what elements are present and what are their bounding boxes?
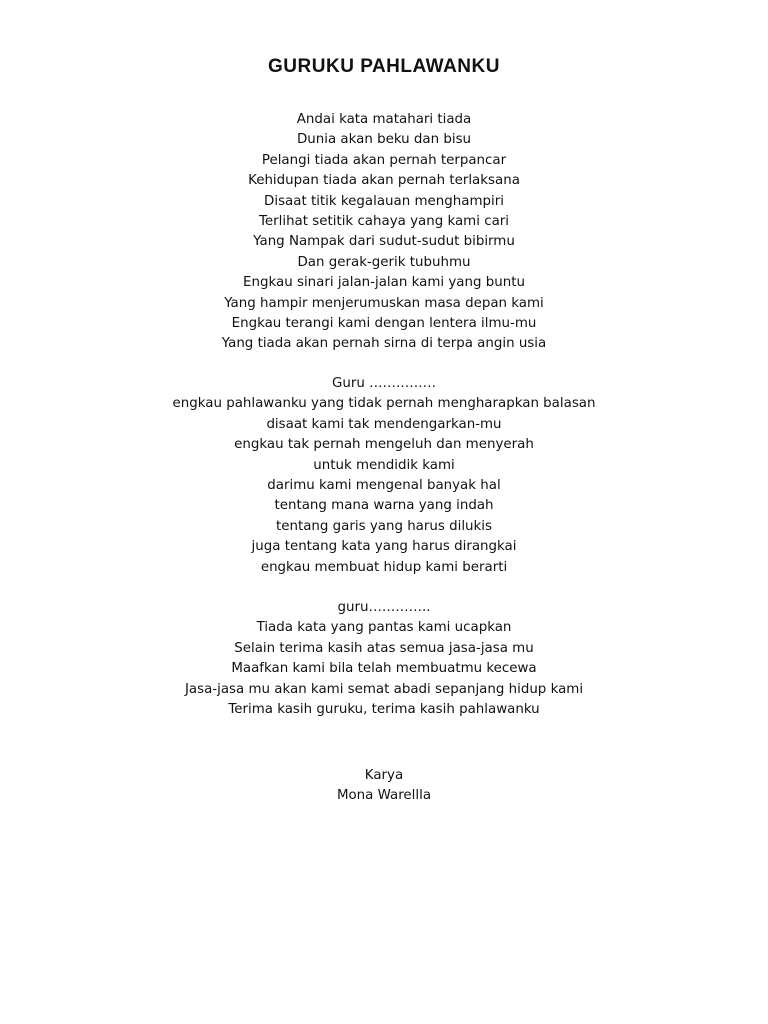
poem-line: Andai kata matahari tiada [296, 112, 472, 127]
poem-line: disaat kami tak mendengarkan-mu [266, 416, 502, 432]
signature-block [0, 766, 768, 807]
poem-line: Disaat titik kegalauan menghampiri [264, 193, 504, 209]
poem-line: Terima kasih guruku, terima kasih pahlawanku [228, 701, 540, 717]
poem-line: guru………….. [337, 600, 431, 615]
poem-line: Kehidupan tiada akan pernah terlaksana [248, 173, 520, 189]
poem-line: Yang hampir menjerumuskan masa depan kami [224, 295, 544, 311]
poem-line: Guru …………… [331, 376, 437, 391]
poem-line: engkau membuat hidup kami berarti [260, 559, 508, 575]
poem-line: engkau pahlawanku yang tidak pernah mengharapkan balasan [172, 396, 596, 412]
poem-line: Engkau terangi kami dengan lentera ilmu-mu [231, 315, 537, 331]
poem-line: Yang tiada akan pernah sirna di terpa angin usia [221, 336, 547, 352]
poem-line: engkau tak pernah mengeluh dan menyerah [234, 437, 534, 453]
poem-line: Terlihat setitik cahaya yang kami cari [258, 213, 509, 229]
poem-line: darimu kami mengenal banyak hal [267, 477, 501, 493]
signature-label: Karya [364, 768, 404, 783]
poem-line: Dunia akan beku dan bisu [296, 132, 472, 148]
poem-line: untuk mendidik kami [313, 457, 455, 473]
poem-line: tentang mana warna yang indah [274, 498, 494, 514]
poem-line: Selain terima kasih atas semua jasa-jasa mu [234, 640, 534, 656]
poem-line: Tiada kata yang pantas kami ucapkan [256, 620, 512, 636]
poem-line: juga tentang kata yang harus dirangkai [251, 539, 517, 555]
signature-author: Mona Warellla [336, 788, 432, 804]
stanza-3 [0, 598, 768, 720]
poem-line: Dan gerak-gerik tubuhmu [297, 254, 471, 270]
poem-line: Yang Nampak dari sudut-sudut bibirmu [253, 234, 515, 250]
poem-line: tentang garis yang harus dilukis [275, 518, 492, 534]
poem-title: GURUKU PAHLAWANKU [268, 56, 500, 77]
poem-line: Jasa-jasa mu akan kami semat abadi sepanjang hidup kami [184, 681, 584, 697]
stanza-1 [0, 110, 768, 355]
poem-line: Maafkan kami bila telah membuatmu kecewa [231, 661, 537, 677]
poem-line: Engkau sinari jalan-jalan kami yang buntu [243, 275, 525, 291]
stanza-2 [0, 374, 768, 578]
poem-line: Pelangi tiada akan pernah terpancar [261, 152, 507, 168]
